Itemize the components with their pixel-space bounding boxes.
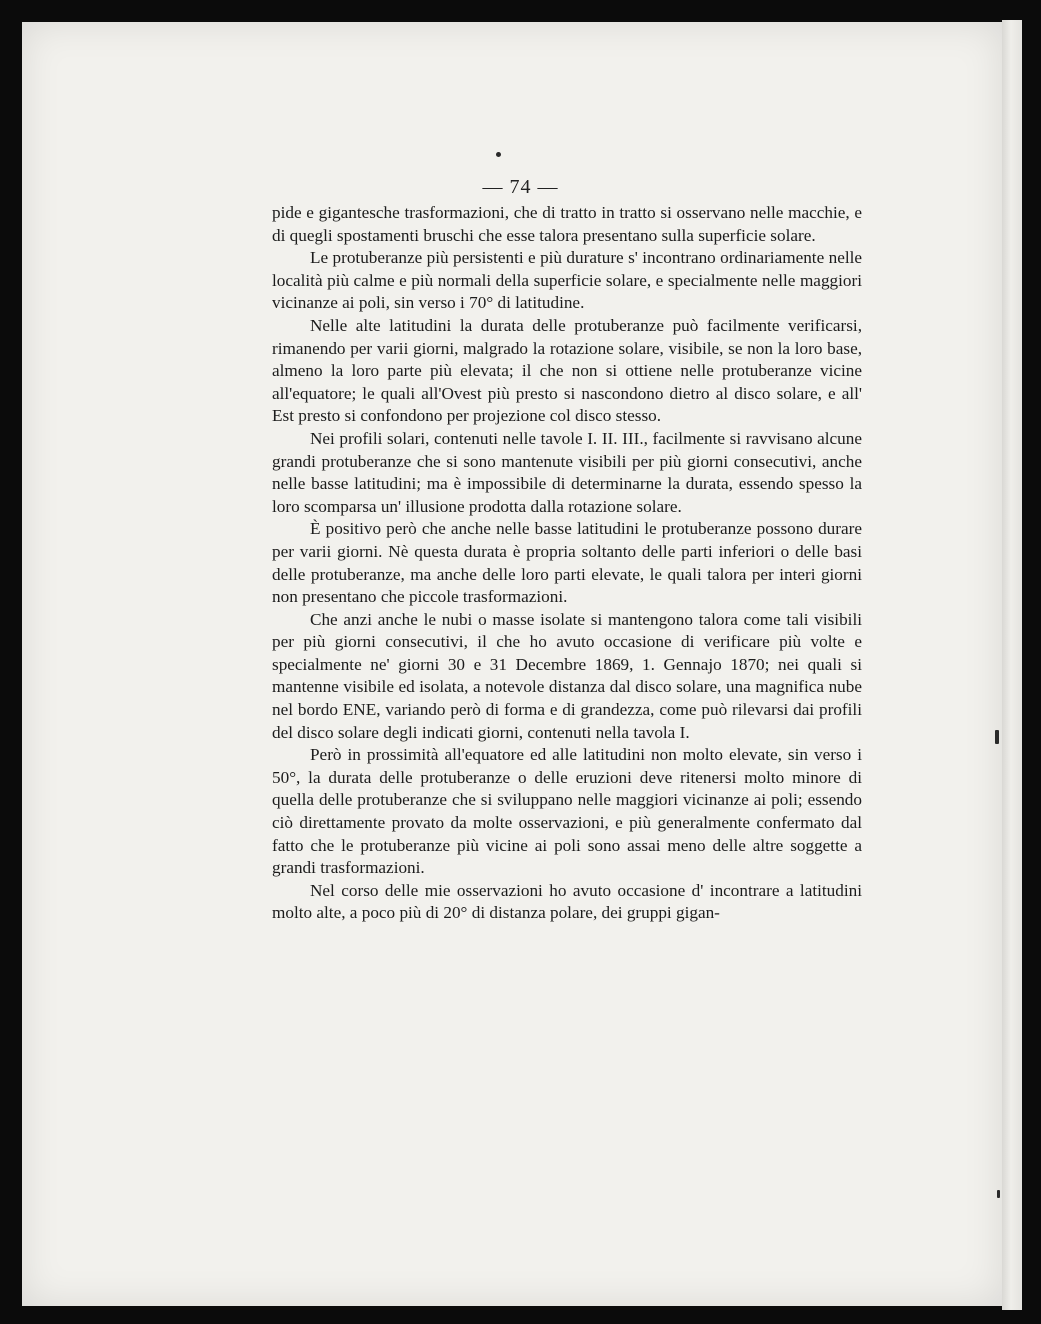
paragraph: pide e gigantesche trasformazioni, che di tratto in tratto si osservano nelle macchie, e di quegli spostamenti bruschi che esse talora presentano sulla superficie solare. xyxy=(272,203,862,245)
page-number: — 74 — xyxy=(482,176,559,198)
paragraph: Nelle alte latitudini la durata delle protuberanze può facilmente verificarsi, rimanendo per varii giorni, malgrado la rotazione solare, visibile, se non la loro base, almeno la loro parte più elevata; il che non si ottiene nelle protuberanze vicine all'equatore; le quali all'Ovest più presto si nascondono dietro al disco solare, e all' Est presto si confondono per projezione col disco stesso. xyxy=(272,315,862,426)
paragraph: Che anzi anche le nubi o masse isolate si mantengono talora come tali visibili per più giorni consecutivi, il che ho avuto occasione di verificare più volte e specialmente ne' giorni 30 e 31 Decembre 1869, 1. Gennajo 1870; nei quali si mantenne visibile ed isolata, a notevole distanza dal disco solare, una magnifica nube nel bordo ENE, variando però di forma e di grandezza, come può rilevarsi dai profili del disco solare degli indicati giorni, contenuti nella tavola I. xyxy=(272,609,862,742)
scan-speck xyxy=(995,730,999,744)
paragraph: Nei profili solari, contenuti nelle tavole I. II. III., facilmente si ravvisano alcune grandi protuberanze che si sono mantenute visibili per più giorni consecutivi, anche nelle basse latitudini; ma è impossibile di determinarne la durata, essendo spesso la loro scomparsa un' illusione prodotta dalla rotazione solare. xyxy=(272,428,862,516)
paragraph: Le protuberanze più persistenti e più durature s' incontrano ordinariamente nelle località più calme e più normali della superficie solare, e specialmente nelle maggiori vicinanze ai poli, sin verso i 70° di latitudine. xyxy=(272,248,862,313)
scan-speck xyxy=(496,152,501,157)
scan-speck xyxy=(997,1190,1000,1198)
facing-page-edge xyxy=(1002,20,1022,1310)
body-text xyxy=(272,202,862,925)
paragraph: È positivo però che anche nelle basse latitudini le protuberanze possono durare per varii giorni. Nè questa durata è propria soltanto delle parti inferiori o delle basi delle protuberanze, ma anche delle loro parti elevate, le quali talora per interi giorni non presentano che piccole trasformazioni. xyxy=(272,519,862,607)
paragraph: Però in prossimità all'equatore ed alle latitudini non molto elevate, sin verso i 50°, la durata delle protuberanze o delle eruzioni deve ritenersi molto minore di quella delle protuberanze che si sviluppano nelle maggiori vicinanze ai poli; essendo ciò direttamente provato da molte osservazioni, e più generalmente confermato dal fatto che le protuberanze più vicine ai poli sono assai meno delle altre soggette a grandi trasformazioni. xyxy=(272,745,862,878)
paragraph: Nel corso delle mie osservazioni ho avuto occasione d' incontrare a latitudini molto alte, a poco più di 20° di distanza polare, dei gruppi gigan- xyxy=(272,880,862,923)
